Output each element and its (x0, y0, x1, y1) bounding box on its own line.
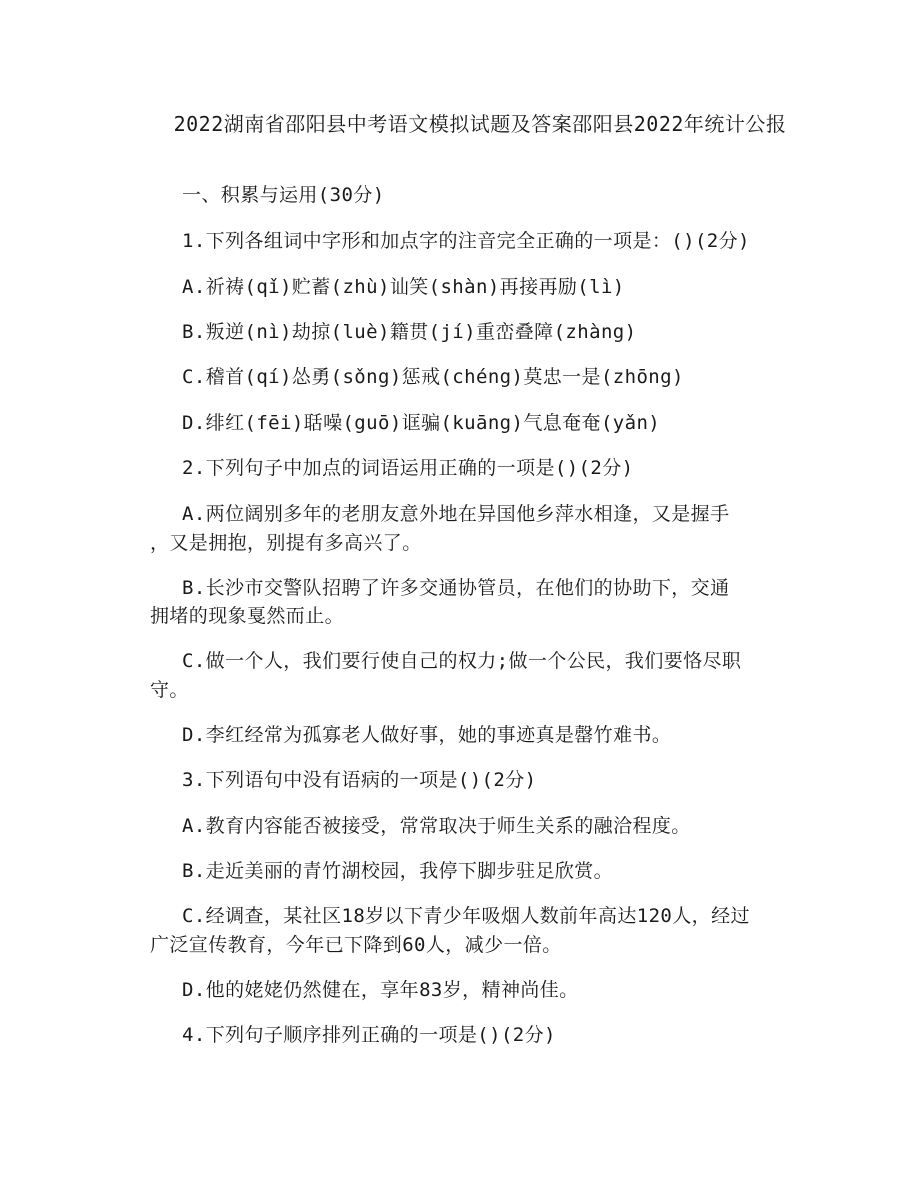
question-3-option-a: A.教育内容能否被接受，常常取决于师生关系的融洽程度。 (182, 815, 691, 837)
document-title: 2022湖南省邵阳县中考语文模拟试题及答案邵阳县2022年统计公报 (173, 112, 787, 136)
question-4-stem: 4.下列句子顺序排列正确的一项是()(2分) (182, 1024, 556, 1046)
question-1-stem: 1.下列各组词中字形和加点字的注音完全正确的一项是：()(2分) (182, 230, 750, 252)
question-3-option-b: B.走近美丽的青竹湖校园，我停下脚步驻足欣赏。 (182, 860, 614, 882)
section-heading: 一、积累与运用(30分) (182, 184, 385, 206)
question-3-option-d: D.他的姥姥仍然健在，享年83岁，精神尚佳。 (182, 979, 579, 1001)
question-2-option-a-line1: A.两位阔别多年的老朋友意外地在异国他乡萍水相逢，又是握手 (182, 503, 730, 525)
question-2-option-a-line2: ，又是拥抱，别提有多高兴了。 (150, 532, 422, 554)
question-3-stem: 3.下列语句中没有语病的一项是()(2分) (182, 769, 537, 791)
question-2-option-c-line2: 守。 (150, 679, 189, 701)
question-1-option-c: C.稽首(qí)怂勇(sǒng)惩戒(chéng)莫忠一是(zhōng) (182, 366, 684, 388)
question-2-stem: 2.下列句子中加点的词语运用正确的一项是()(2分) (182, 457, 634, 479)
question-3-option-c-line1: C.经调查，某社区18岁以下青少年吸烟人数前年高达120人，经过 (182, 905, 750, 927)
question-1-option-d: D.绯红(fēi)聒噪(guō)诓骗(kuāng)气息奄奄(yǎn) (182, 412, 661, 434)
question-3-option-c-line2: 广泛宣传教育，今年已下降到60人，减少一倍。 (150, 934, 562, 956)
question-1-option-b: B.叛逆(nì)劫掠(luè)籍贯(jí)重峦叠障(zhàng) (182, 321, 637, 343)
question-2-option-d: D.李红经常为孤寡老人做好事，她的事迹真是罄竹难书。 (182, 724, 672, 746)
question-2-option-c-line1: C.做一个人，我们要行使自己的权力;做一个公民，我们要恪尽职 (182, 650, 742, 672)
question-2-option-b-line1: B.长沙市交警队招聘了许多交通协管员，在他们的协助下，交通 (182, 577, 730, 599)
question-1-option-a: A.祈祷(qǐ)贮蓄(zhù)讪笑(shàn)再接再励(lì) (182, 276, 625, 298)
question-2-option-b-line2: 拥堵的现象戛然而止。 (150, 605, 345, 627)
